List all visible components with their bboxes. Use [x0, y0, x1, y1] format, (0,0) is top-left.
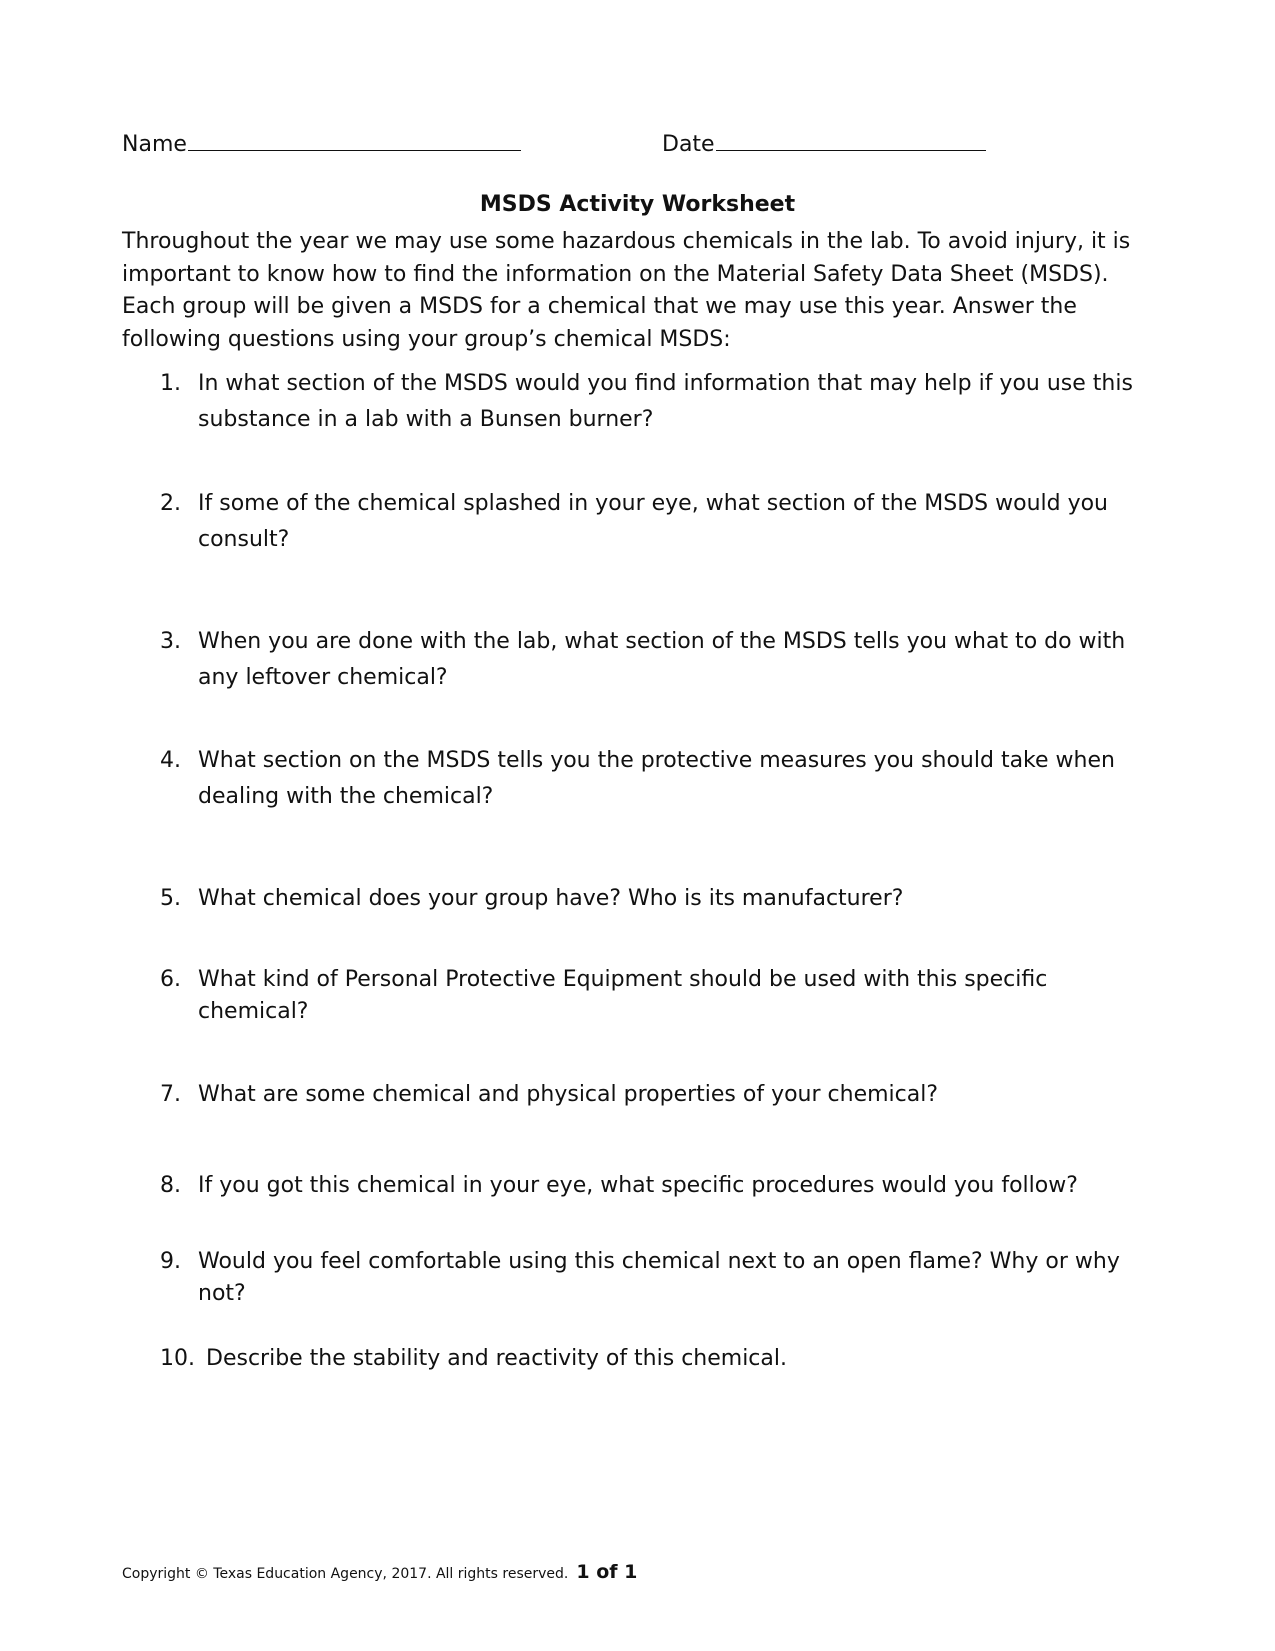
question-number: 8. — [160, 1173, 181, 1198]
question-number: 9. — [160, 1249, 181, 1274]
date-field — [662, 128, 986, 160]
worksheet-title: MSDS Activity Worksheet — [479, 192, 796, 217]
question-number: 2. — [160, 491, 181, 516]
question-text: What chemical does your group have? Who is its manufacturer? — [198, 886, 904, 911]
copyright-text: Copyright © Texas Education Agency, 2017. All rights reserved. — [122, 1566, 569, 1582]
question-item — [160, 1168, 1140, 1204]
page-number: 1 of 1 — [576, 1561, 638, 1583]
question-text: Would you feel comfortable using this chemical next to an open flame? Why or why not? — [198, 1249, 1120, 1306]
question-text: What section on the MSDS tells you the protective measures you should take when dealing with the chemical? — [198, 748, 1115, 809]
question-text: What kind of Personal Protective Equipment should be used with this specific chemical? — [198, 967, 1048, 1024]
question-item — [160, 366, 1140, 438]
question-item — [160, 486, 1140, 558]
date-blank-line[interactable] — [716, 128, 986, 151]
question-text: When you are done with the lab, what section of the MSDS tells you what to do with any leftover chemical? — [198, 629, 1126, 690]
question-item — [160, 881, 1140, 917]
question-text: What are some chemical and physical properties of your chemical? — [198, 1082, 939, 1107]
question-text: In what section of the MSDS would you find information that may help if you use this substance in a lab with a Bunsen burner? — [198, 371, 1133, 432]
question-item — [160, 743, 1140, 815]
question-number: 10. — [160, 1346, 195, 1371]
name-blank-line[interactable] — [188, 128, 521, 151]
name-field — [122, 128, 521, 160]
question-item — [160, 1246, 1140, 1310]
question-number: 6. — [160, 967, 181, 992]
question-number: 5. — [160, 886, 181, 911]
question-item — [160, 964, 1140, 1028]
question-number: 7. — [160, 1082, 181, 1107]
question-number: 3. — [160, 629, 181, 654]
intro-paragraph: Throughout the year we may use some hazardous chemicals in the lab. To avoid injury, it is important to know how to find the information on the Material Safety Data Sheet (MSDS). Each group will be given a MSDS for a chemical that we may use this year. Answer the following questions using your group’s chemical MSDS: — [122, 229, 1131, 352]
question-text: If you got this chemical in your eye, what specific procedures would you follow? — [198, 1173, 1078, 1198]
question-text: If some of the chemical splashed in your eye, what section of the MSDS would you consult? — [198, 491, 1109, 552]
question-number: 1. — [160, 371, 181, 396]
question-text: Describe the stability and reactivity of this chemical. — [206, 1346, 787, 1371]
question-item — [160, 624, 1140, 696]
question-number: 4. — [160, 748, 181, 773]
question-item — [160, 1341, 1140, 1377]
name-label: Name — [122, 132, 187, 157]
date-label: Date — [662, 132, 715, 157]
question-item — [160, 1077, 1140, 1113]
page-footer — [122, 1560, 637, 1586]
